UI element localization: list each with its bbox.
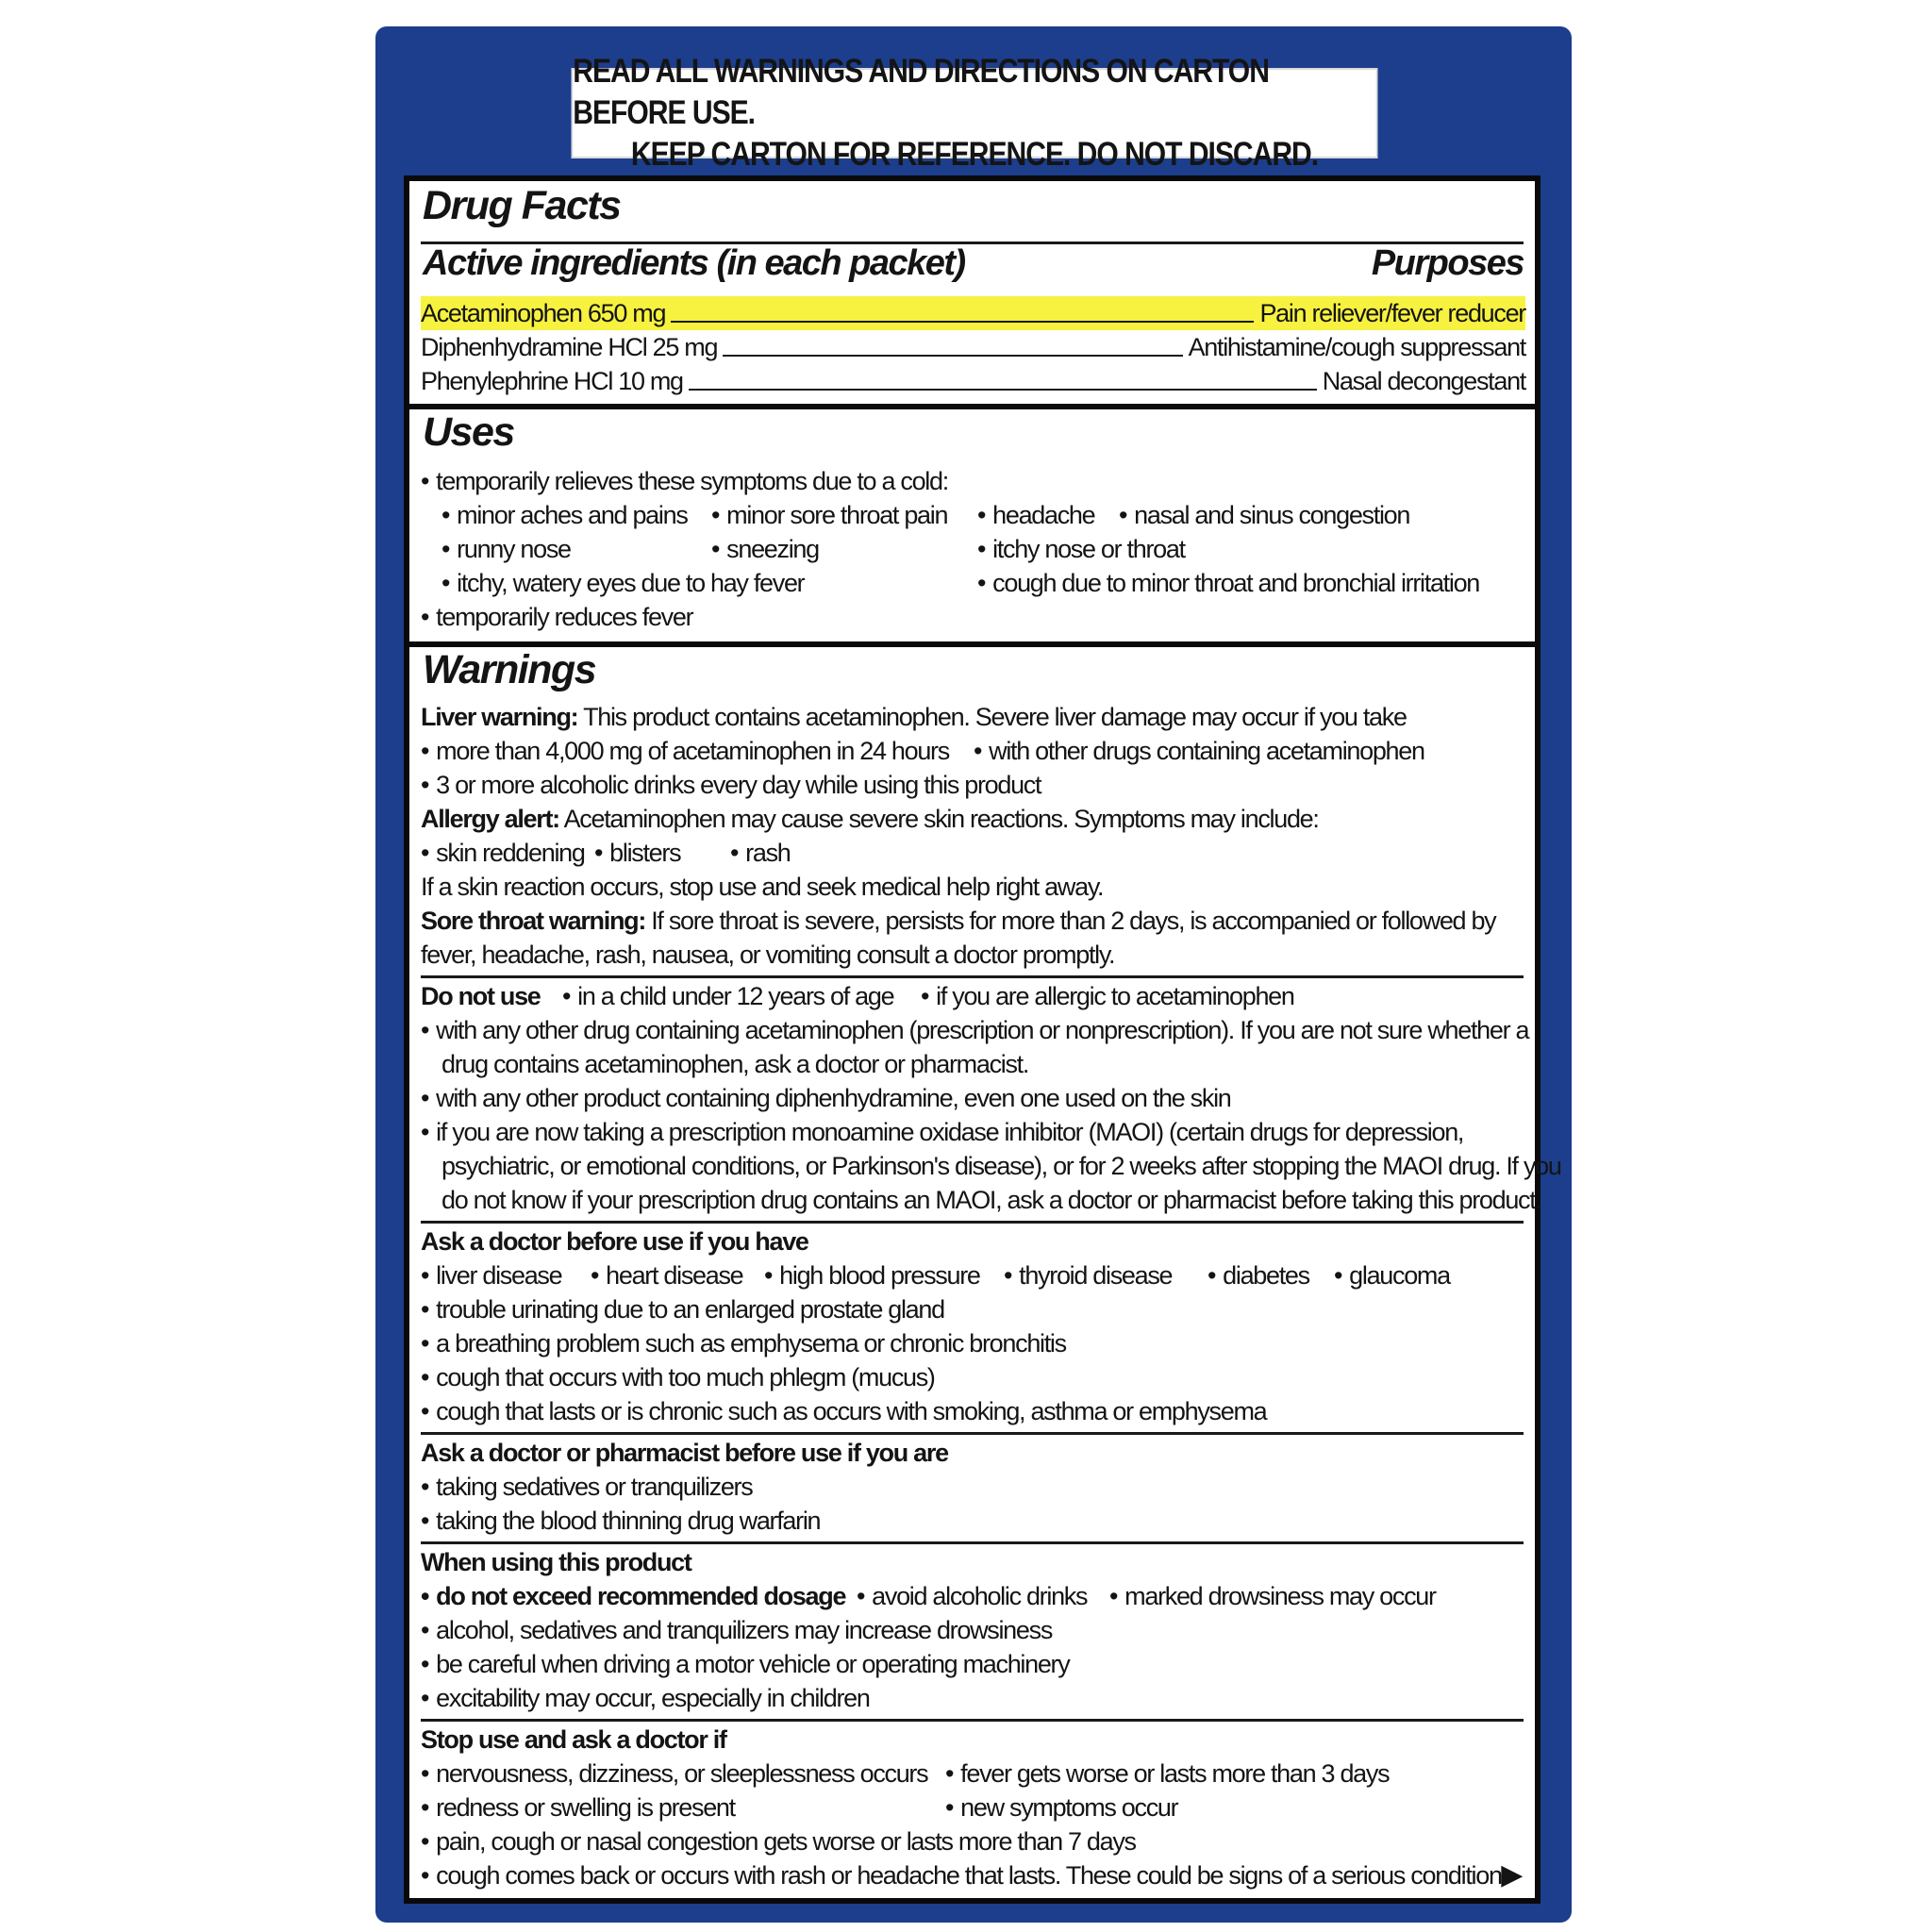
when-using-row: • do not exceed recommended dosage • avoid alcoholic drinks • marked drowsiness may occur — [421, 1579, 1525, 1613]
uses-intro: • temporarily relieves these symptoms due to a cold: — [421, 464, 1525, 498]
stop-use-line: • cough comes back or occurs with rash or headache that lasts. These could be signs of a serious condition. ▶ — [421, 1858, 1525, 1892]
ingredient-row — [421, 296, 1525, 330]
uses-row-2 — [421, 532, 1525, 566]
symptom: • runny nose — [441, 532, 571, 566]
ingredient-name: Phenylephrine HCl 10 mg — [421, 367, 683, 395]
stop-use-line: • pain, cough or nasal congestion gets worse or lasts more than 7 days — [421, 1824, 1525, 1858]
ingredient-purpose: Antihistamine/cough suppressant — [1188, 333, 1525, 361]
sore-throat-warning: Sore throat warning: If sore throat is severe, persists for more than 2 days, is accompanied or followed by — [421, 907, 1496, 935]
liver-warning: Liver warning: This product contains acetaminophen. Severe liver damage may occur if you take — [421, 703, 1407, 731]
subsection-rule — [421, 1541, 1524, 1544]
uses-row-1 — [421, 498, 1525, 532]
continue-arrow-icon: ▶ — [1501, 1859, 1522, 1890]
symptom: • nasal and sinus congestion — [1119, 498, 1409, 532]
ingredient-row — [421, 364, 1525, 398]
symptom: • minor sore throat pain — [711, 498, 947, 532]
warnings-heading: Warnings — [423, 647, 596, 692]
do-not-use-line: • with any other drug containing acetaminophen (prescription or nonprescription). If you are not sure whether a — [421, 1013, 1525, 1047]
ingredient-name: Acetaminophen 650 mg — [421, 299, 666, 327]
drug-facts-panel — [404, 175, 1561, 1904]
ask-doctor-line: • cough that lasts or is chronic such as occurs with smoking, asthma or emphysema — [421, 1394, 1525, 1428]
uses-row-3 — [421, 566, 1525, 600]
stop-use-row: • redness or swelling is present • new symptoms occur — [421, 1790, 1525, 1824]
ask-doctor-line: • cough that occurs with too much phlegm (mucus) — [421, 1360, 1525, 1394]
purposes-heading: Purposes — [1371, 243, 1524, 283]
allergy-after: If a skin reaction occurs, stop use and seek medical help right away. — [421, 873, 1104, 901]
ask-pharmacist-line: • taking the blood thinning drug warfarin — [421, 1504, 1525, 1538]
uses-last: • temporarily reduces fever — [421, 600, 1525, 634]
subsection-rule — [421, 975, 1524, 978]
section-divider — [409, 404, 1535, 409]
ingredient-purpose: Nasal decongestant — [1322, 367, 1525, 395]
drug-facts-title: Drug Facts — [423, 183, 621, 228]
ingredient-name: Diphenhydramine HCl 25 mg — [421, 333, 718, 361]
when-using-heading: When using this product — [421, 1548, 691, 1576]
symptom: • minor aches and pains — [441, 498, 688, 532]
subsection-rule — [421, 1432, 1524, 1435]
ask-doctor-line: • trouble urinating due to an enlarged prostate gland — [421, 1292, 1525, 1326]
do-not-use-line: • if you are now taking a prescription monoamine oxidase inhibitor (MAOI) (certain drugs for depression, — [421, 1115, 1525, 1149]
leader-line — [671, 321, 1254, 323]
ask-doctor-heading: Ask a doctor before use if you have — [421, 1227, 808, 1256]
leader-line — [689, 389, 1317, 391]
ingredient-row — [421, 330, 1525, 364]
ask-doctor-line: • a breathing problem such as emphysema or chronic bronchitis — [421, 1326, 1525, 1360]
do-not-use-line: drug contains acetaminophen, ask a doctor or pharmacist. — [441, 1050, 1029, 1078]
banner-line-2: KEEP CARTON FOR REFERENCE. DO NOT DISCARD. — [630, 136, 1319, 173]
subsection-rule — [421, 1221, 1524, 1224]
banner-line-1: READ ALL WARNINGS AND DIRECTIONS ON CARTON BEFORE USE. — [573, 53, 1269, 131]
when-using-line: • alcohol, sedatives and tranquilizers may increase drowsiness — [421, 1613, 1525, 1647]
do-not-use-line: do not know if your prescription drug contains an MAOI, ask a doctor or pharmacist before taking this product. — [441, 1186, 1541, 1214]
ingredient-purpose: Pain reliever/fever reducer — [1259, 299, 1525, 327]
ask-doctor-conditions: • liver disease • heart disease • high blood pressure • thyroid disease • diabetes • glaucoma — [421, 1258, 1525, 1292]
stop-use-heading: Stop use and ask a doctor if — [421, 1725, 726, 1754]
active-ingredients-heading: Active ingredients (in each packet) — [423, 243, 965, 283]
do-not-use-row: Do not use • in a child under 12 years of age • if you are allergic to acetaminophen — [421, 979, 1525, 1013]
ask-pharmacist-line: • taking sedatives or tranquilizers — [421, 1470, 1525, 1504]
symptom: • itchy nose or throat — [977, 532, 1185, 566]
stop-use-row: • nervousness, dizziness, or sleeplessness occurs • fever gets worse or lasts more than 3 days — [421, 1757, 1525, 1790]
when-using-line: • excitability may occur, especially in children — [421, 1681, 1525, 1715]
symptom: • cough due to minor throat and bronchial irritation — [977, 566, 1479, 600]
symptom: • sneezing — [711, 532, 819, 566]
ask-pharmacist-heading: Ask a doctor or pharmacist before use if you are — [421, 1439, 948, 1467]
liver-bullets: • more than 4,000 mg of acetaminophen in 24 hours • with other drugs containing acetaminophen — [421, 734, 1525, 768]
drug-facts-card — [375, 26, 1572, 1923]
do-not-use-line: psychiatric, or emotional conditions, or Parkinson's disease), or for 2 weeks after stopping the MAOI drug. If you — [441, 1152, 1561, 1180]
leader-line — [723, 355, 1182, 357]
uses-heading: Uses — [423, 409, 514, 455]
symptom: • headache — [977, 498, 1094, 532]
warning-banner — [572, 53, 1378, 173]
when-using-line: • be careful when driving a motor vehicle or operating machinery — [421, 1647, 1525, 1681]
symptom: • itchy, watery eyes due to hay fever — [441, 566, 804, 600]
subsection-rule — [421, 1719, 1524, 1722]
allergy-alert: Allergy alert: Acetaminophen may cause severe skin reactions. Symptoms may include: — [421, 805, 1319, 833]
allergy-symptoms: • skin reddening • blisters • rash — [421, 836, 1525, 870]
liver-bullet-3: • 3 or more alcoholic drinks every day while using this product — [421, 768, 1525, 802]
sore-throat-text: fever, headache, rash, nausea, or vomiting consult a doctor promptly. — [421, 941, 1115, 969]
do-not-use-line: • with any other product containing diphenhydramine, even one used on the skin — [421, 1081, 1525, 1115]
